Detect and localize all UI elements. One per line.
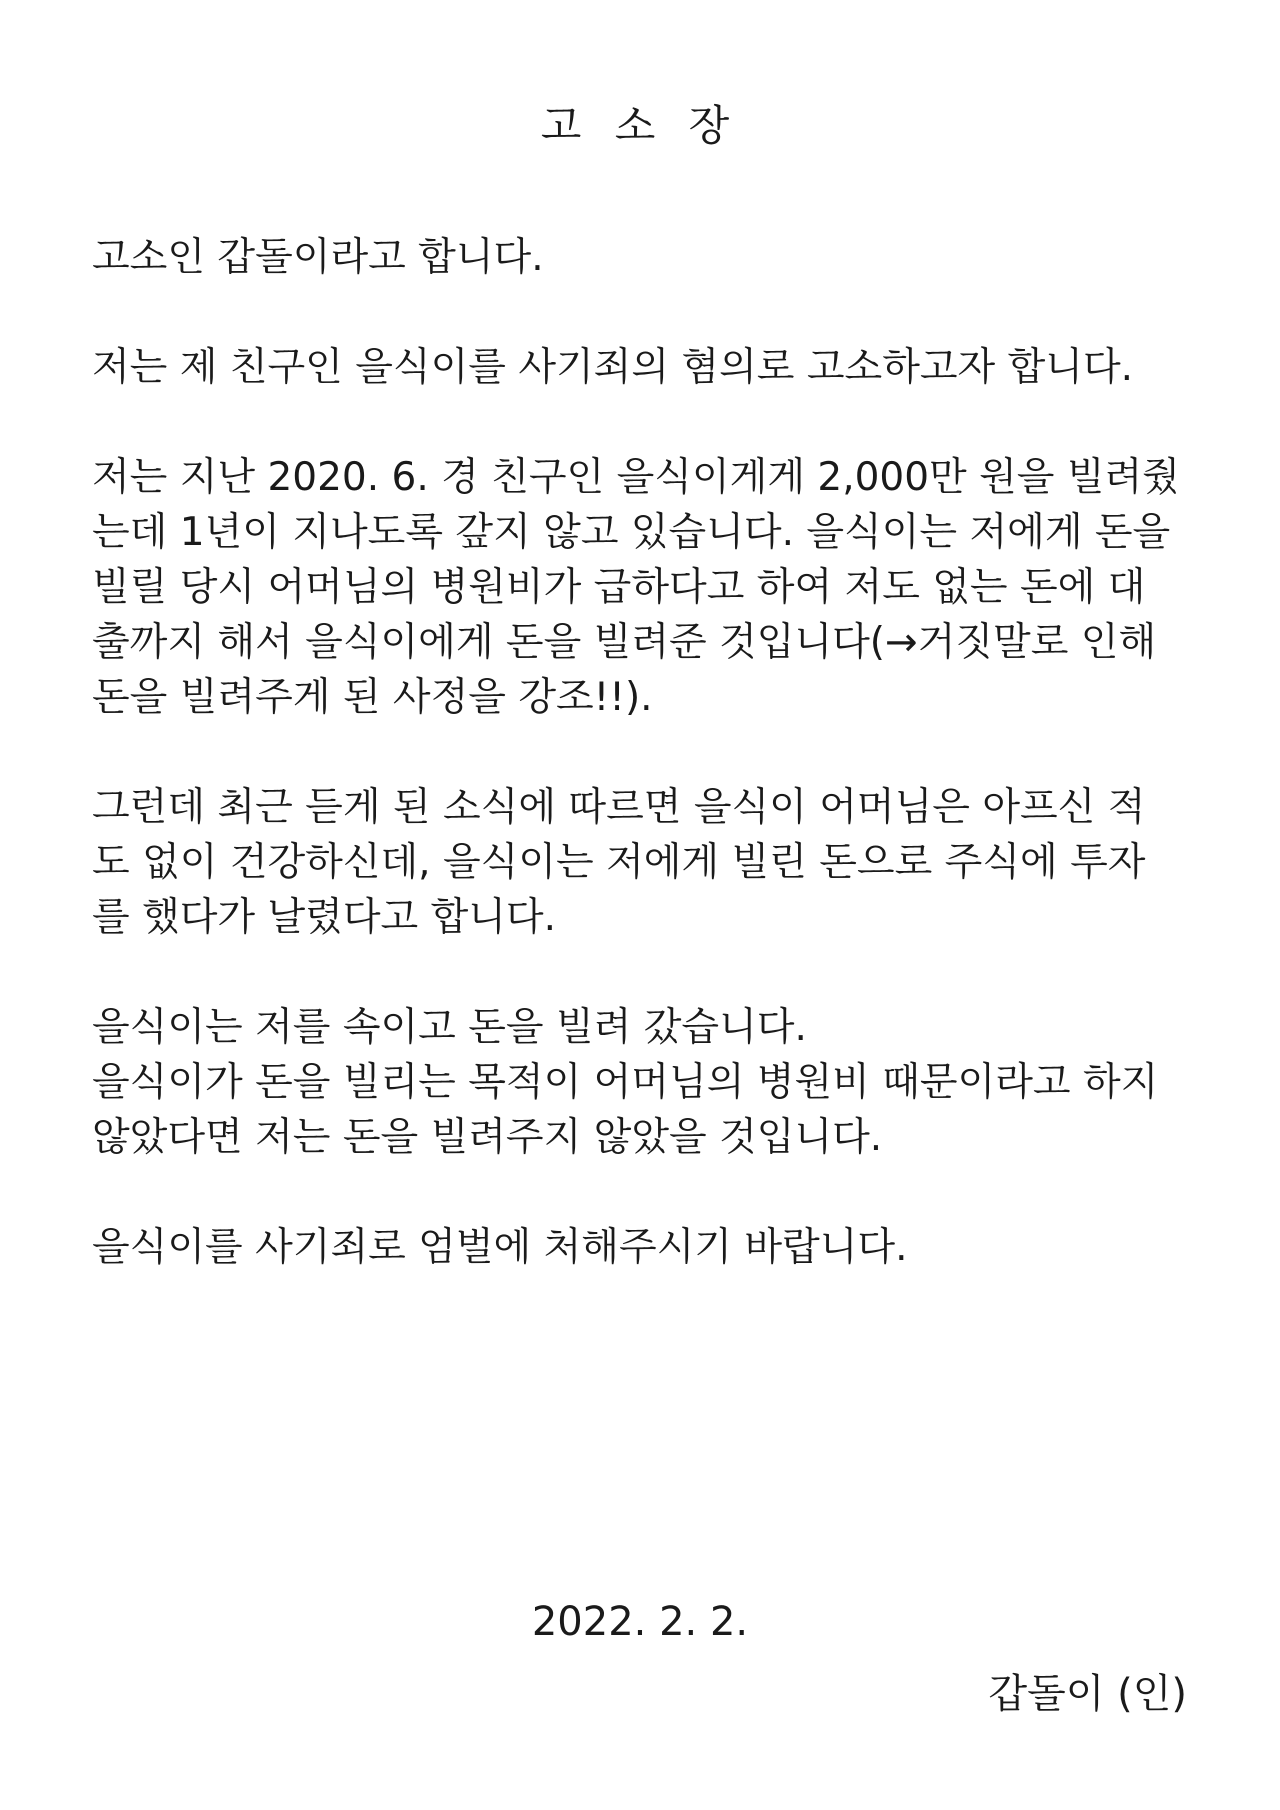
document-title: 고 소 장 bbox=[540, 101, 740, 150]
text-line: 을식이는 저를 속이고 돈을 빌려 갔습니다. bbox=[92, 1005, 807, 1050]
signature: 갑돌이 (인) bbox=[988, 1671, 1187, 1717]
text-line: 그런데 최근 듣게 된 소식에 따르면 을식이 어머님은 아프신 적 bbox=[92, 785, 1146, 830]
text-line: 도 없이 건강하신데, 을식이는 저에게 빌린 돈으로 주식에 투자 bbox=[92, 840, 1146, 885]
text-line: 저는 지난 2020. 6. 경 친구인 을식이게게 2,000만 원을 빌려줬 bbox=[92, 455, 1180, 500]
text-line: 고소인 갑돌이라고 합니다. bbox=[92, 235, 544, 280]
text-line: 출까지 해서 을식이에게 돈을 빌려준 것입니다(→거짓말로 인해 bbox=[92, 620, 1157, 665]
text-line: 을식이를 사기죄로 엄벌에 처해주시기 바랍니다. bbox=[92, 1225, 908, 1270]
paragraph-deception bbox=[92, 1000, 1192, 1165]
text-line: 저는 제 친구인 을식이를 사기죄의 혐의로 고소하고자 합니다. bbox=[92, 345, 1134, 390]
text-line: 빌릴 당시 어머님의 병원비가 급하다고 하여 저도 없는 돈에 대 bbox=[92, 565, 1146, 610]
text-line: 않았다면 저는 돈을 빌려주지 않았을 것입니다. bbox=[92, 1115, 883, 1160]
text-line: 는데 1년이 지나도록 갚지 않고 있습니다. 을식이는 저에게 돈을 bbox=[92, 510, 1171, 555]
paragraph-purpose bbox=[92, 340, 1192, 395]
text-line: 를 했다가 날렸다고 합니다. bbox=[92, 895, 557, 940]
paragraph-request bbox=[92, 1220, 1192, 1275]
paragraph-discovery bbox=[92, 780, 1192, 945]
text-line: 을식이가 돈을 빌리는 목적이 어머님의 병원비 때문이라고 하지 bbox=[92, 1060, 1159, 1105]
paragraph-facts bbox=[92, 450, 1192, 725]
text-line: 돈을 빌려주게 된 사정을 강조!!). bbox=[92, 675, 653, 720]
paragraph-intro bbox=[92, 230, 1192, 285]
document-date: 2022. 2. 2. bbox=[531, 1599, 749, 1645]
document-body bbox=[92, 230, 1192, 1330]
